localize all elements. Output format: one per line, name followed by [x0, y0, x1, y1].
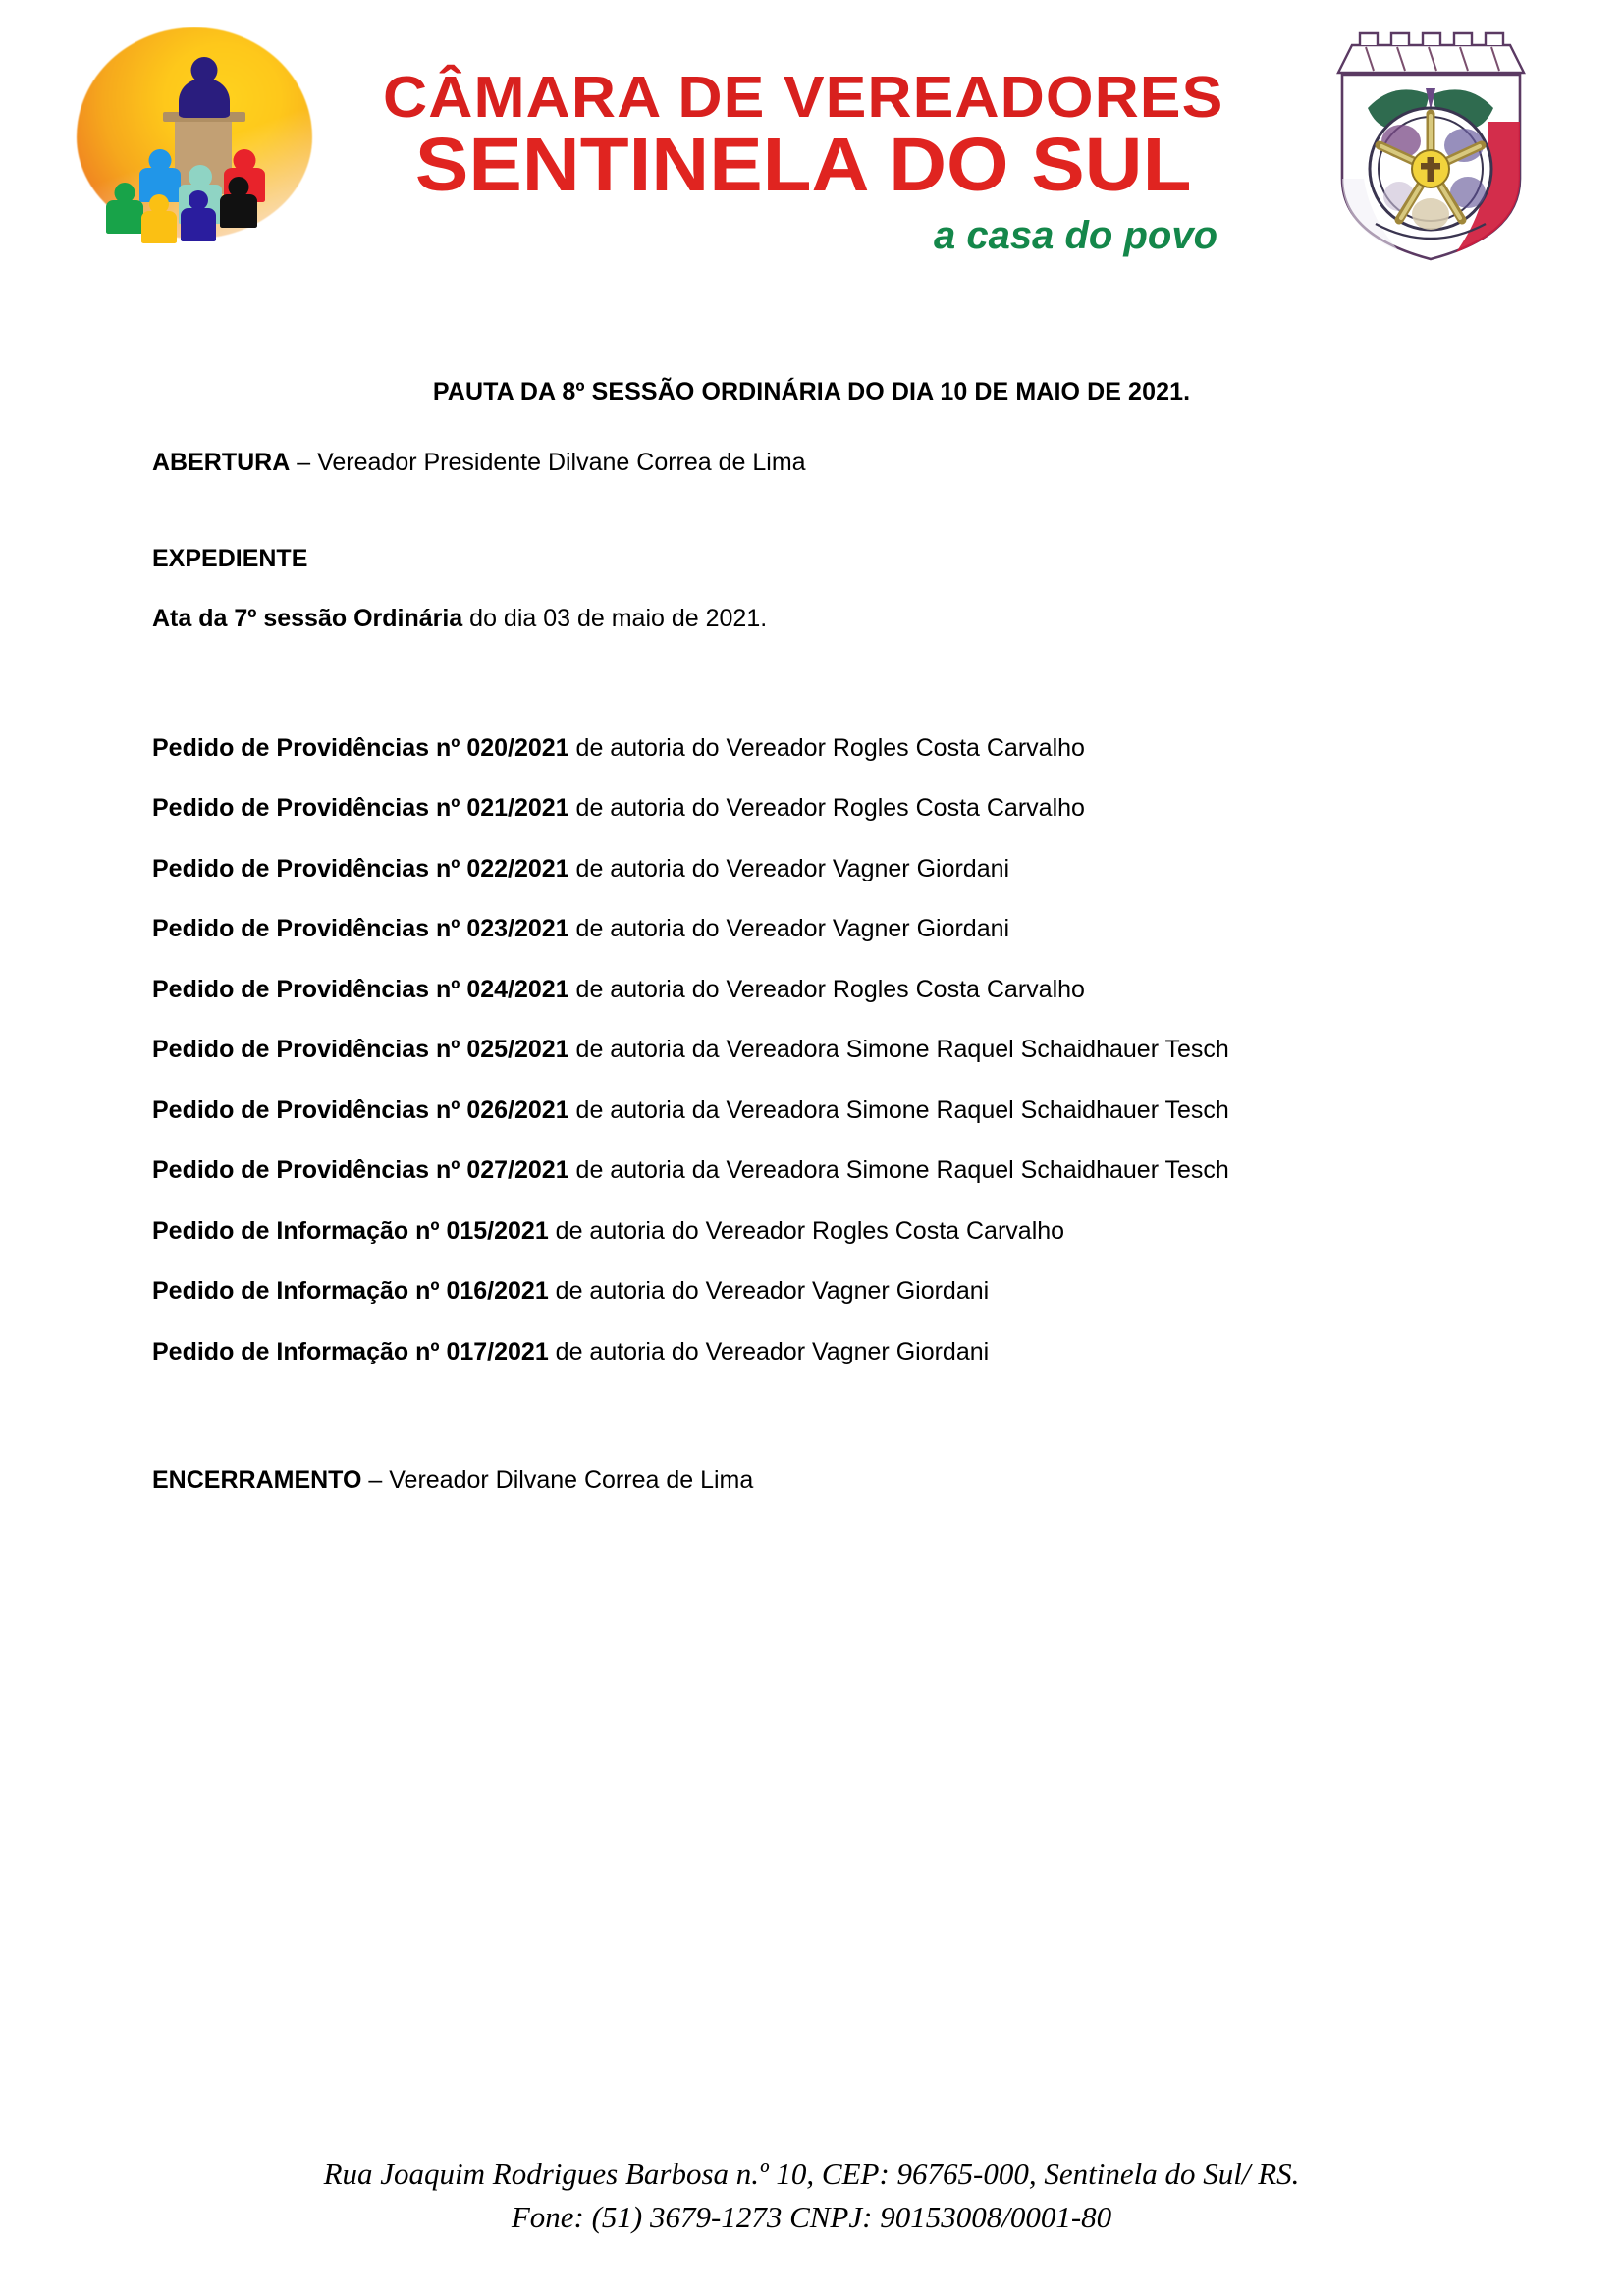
spacer: [152, 1396, 1473, 1465]
list-item: [152, 1215, 1473, 1248]
item-label: Pedido de Informação nº 017/2021: [152, 1337, 549, 1365]
abertura-label: ABERTURA: [152, 449, 291, 476]
document-body: [152, 447, 1473, 1525]
item-text: de autoria do Vereador Vagner Giordani: [568, 854, 1010, 882]
item-label: Pedido de Providências nº 020/2021: [152, 733, 569, 762]
list-item: [152, 1154, 1473, 1187]
list-item: [152, 1095, 1473, 1127]
item-text: de autoria da Vereadora Simone Raquel Schaidhauer Tesch: [568, 1036, 1229, 1063]
list-item: [152, 792, 1473, 825]
item-label: Pedido de Providências nº 022/2021: [152, 854, 569, 882]
figure-purple: [181, 190, 216, 241]
figure-green: [106, 183, 143, 234]
encerramento-label: ENCERRAMENTO: [152, 1467, 362, 1494]
logo-line-sentinela-do-sul: SENTINELA DO SUL: [414, 123, 1192, 207]
list-item: [152, 853, 1473, 885]
list-item: [152, 732, 1473, 765]
item-text: de autoria do Vereador Vagner Giordani: [568, 915, 1010, 942]
heading-expediente: [152, 543, 1473, 575]
letterhead: [0, 0, 1623, 348]
encerramento-text: – Vereador Dilvane Correa de Lima: [361, 1467, 754, 1494]
coat-of-arms-icon: [1330, 31, 1532, 262]
item-text: de autoria do Vereador Rogles Costa Carvalho: [568, 975, 1085, 1003]
figure-black: [220, 177, 257, 228]
paragraph-ata: [152, 603, 1473, 635]
list-item: [152, 1034, 1473, 1066]
item-text: de autoria do Vereador Rogles Costa Carvalho: [568, 794, 1085, 822]
item-text: de autoria do Vereador Rogles Costa Carvalho: [548, 1216, 1065, 1245]
logo-line-camara-de-vereadores: CÂMARA DE VEREADORES: [383, 65, 1224, 130]
item-label: Pedido de Providências nº 025/2021: [152, 1036, 569, 1063]
item-label: Pedido de Providências nº 024/2021: [152, 975, 569, 1003]
logo-tagline-a-casa-do-povo: a casa do povo: [934, 214, 1217, 257]
item-text: de autoria da Vereadora Simone Raquel Schaidhauer Tesch: [568, 1156, 1229, 1184]
item-label: Pedido de Informação nº 015/2021: [152, 1216, 549, 1245]
item-text: de autoria do Vereador Vagner Giordani: [548, 1277, 990, 1305]
expediente-label: EXPEDIENTE: [152, 544, 308, 572]
abertura-text: – Vereador Presidente Dilvane Correa de Lima: [290, 449, 806, 476]
paragraph-encerramento: [152, 1465, 1473, 1497]
item-label: Pedido de Informação nº 016/2021: [152, 1277, 549, 1305]
figure-speaker: [179, 57, 230, 118]
ata-text: do dia 03 de maio de 2021.: [462, 605, 768, 632]
logo-wordmark: [314, 29, 1296, 257]
item-label: Pedido de Providências nº 023/2021: [152, 915, 569, 942]
figure-yellow: [141, 194, 177, 243]
footer: [0, 2153, 1623, 2239]
page-title: PAUTA DA 8º SESSÃO ORDINÁRIA DO DIA 10 DE MAIO DE 2021.: [432, 378, 1191, 405]
item-label: Pedido de Providências nº 027/2021: [152, 1156, 569, 1184]
spacer: [152, 664, 1473, 732]
item-text: de autoria do Vereador Vagner Giordani: [548, 1337, 990, 1365]
list-item: [152, 1336, 1473, 1368]
item-text: de autoria da Vereadora Simone Raquel Schaidhauer Tesch: [568, 1095, 1229, 1124]
assembly-emblem-icon: [77, 27, 312, 239]
footer-contact-line: Fone: (51) 3679-1273 CNPJ: 90153008/0001-80: [511, 2199, 1112, 2234]
item-text: de autoria do Vereador Rogles Costa Carvalho: [568, 733, 1085, 762]
item-label: Pedido de Providências nº 021/2021: [152, 794, 569, 822]
footer-address-line: Rua Joaquim Rodrigues Barbosa n.º 10, CEP: 96765-000, Sentinela do Sul/ RS.: [323, 2156, 1300, 2191]
paragraph-abertura: [152, 447, 1473, 479]
list-item: [152, 1275, 1473, 1308]
item-label: Pedido de Providências nº 026/2021: [152, 1095, 569, 1124]
ata-label: Ata da 7º sessão Ordinária: [152, 605, 463, 632]
spacer: [152, 507, 1473, 543]
list-item: [152, 913, 1473, 945]
list-item: [152, 974, 1473, 1006]
